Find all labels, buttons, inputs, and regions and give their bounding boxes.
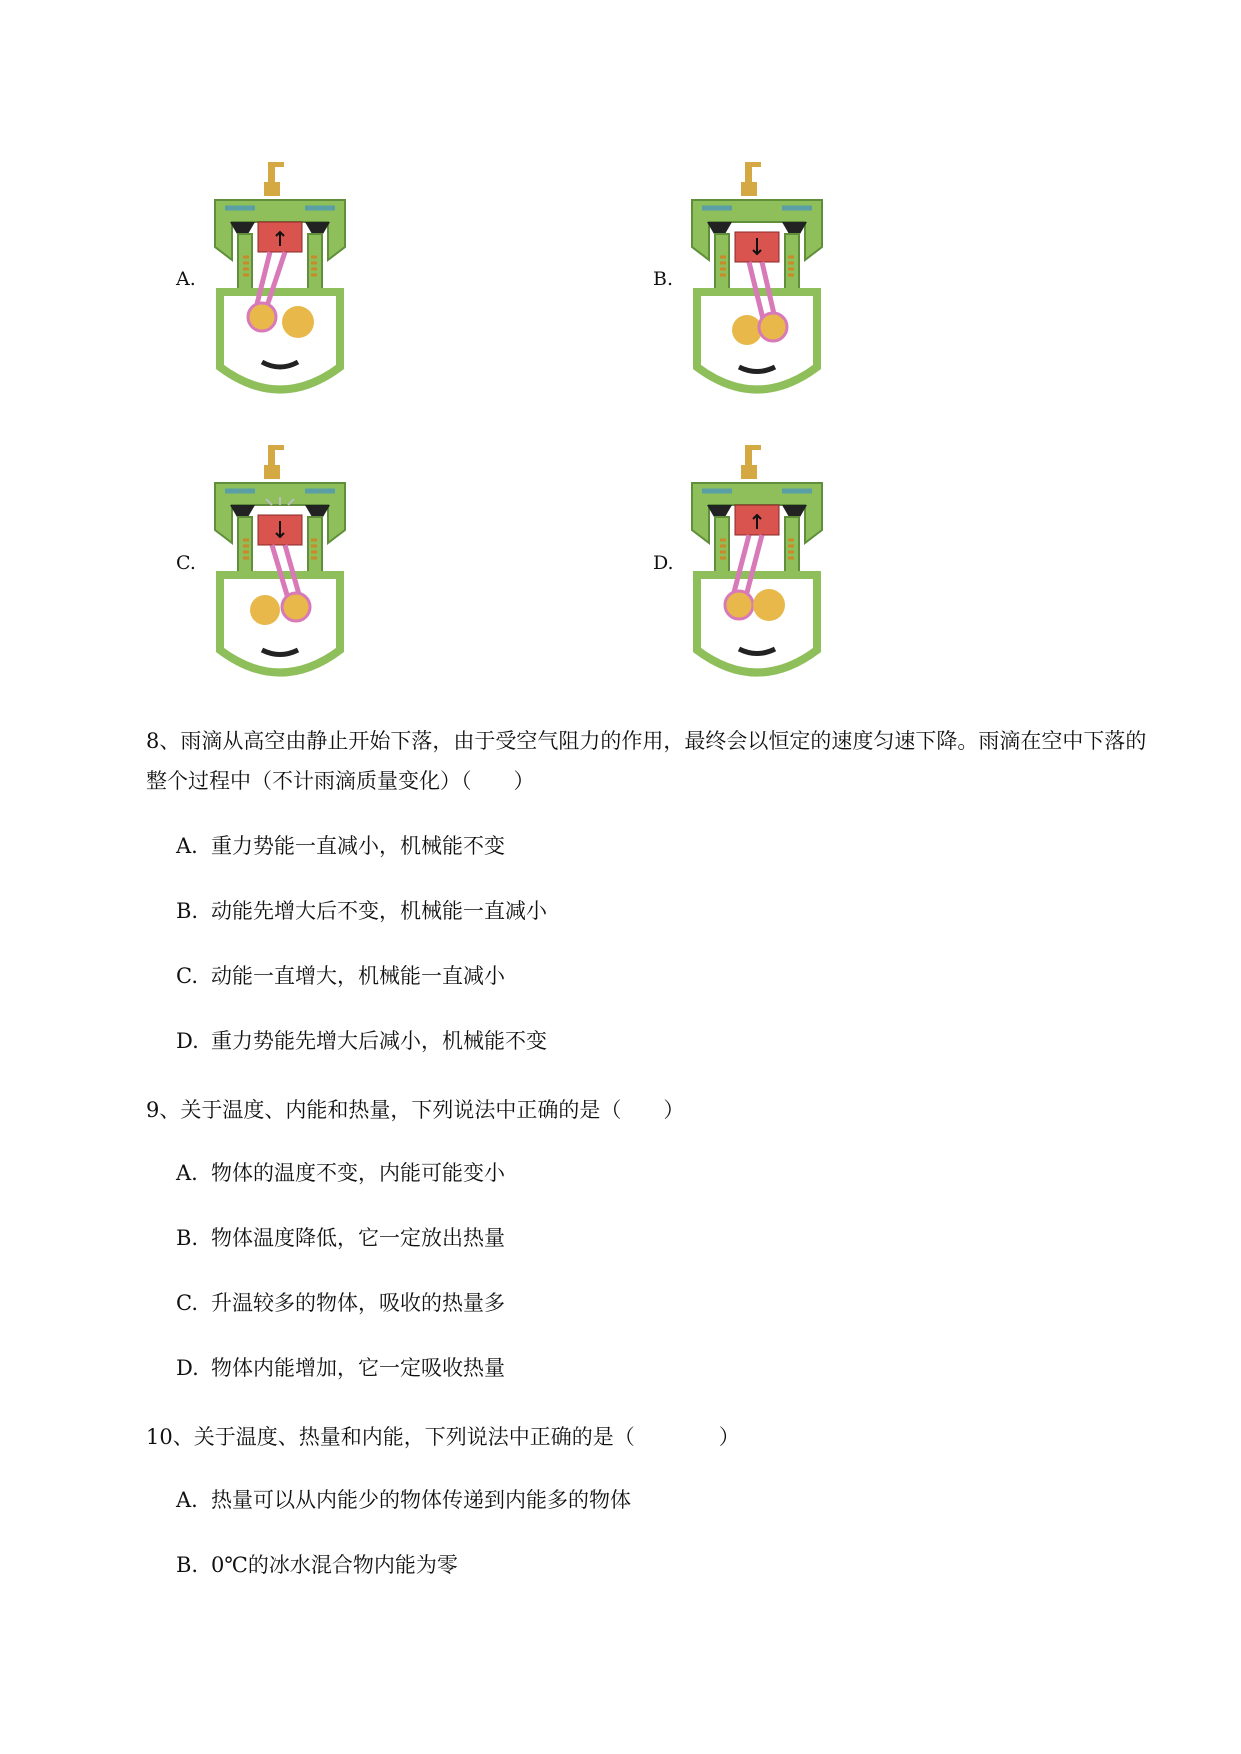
question-9-stem: 关于温度、内能和热量，下列说法中正确的是（ ） (180, 1098, 685, 1122)
choice-text: 动能一直增大，机械能一直减小 (211, 964, 505, 988)
choice-letter: D. (176, 1356, 199, 1380)
question-9-number: 9、 (146, 1098, 181, 1122)
engine-c-graphic (215, 445, 345, 673)
choice-text: 热量可以从内能少的物体传递到内能多的物体 (211, 1488, 631, 1512)
question-10-choice-b[interactable] (176, 1549, 458, 1579)
question-9-choice-b[interactable] (176, 1222, 505, 1252)
choice-letter: C. (176, 964, 198, 988)
question-8-choice-c[interactable] (176, 960, 505, 990)
question-9-choice-d[interactable] (176, 1352, 505, 1382)
figure-option-c-label: C. (176, 552, 196, 574)
question-10-choice-a[interactable] (176, 1484, 631, 1514)
question-8 (146, 721, 1166, 801)
question-10-number: 10、 (146, 1425, 194, 1449)
question-8-choice-b[interactable] (176, 895, 547, 925)
question-10 (146, 1417, 1166, 1457)
choice-text: 重力势能先增大后减小，机械能不变 (211, 1029, 547, 1053)
choice-text: 物体温度降低，它一定放出热量 (211, 1226, 505, 1250)
figure-option-b-label: B. (653, 268, 674, 290)
choice-letter: A. (176, 1488, 198, 1512)
engine-diagram-b (687, 162, 827, 402)
figure-option-a-label: A. (176, 268, 196, 290)
question-8-choice-a[interactable] (176, 830, 505, 860)
engine-diagram-d (687, 445, 827, 685)
engine-diagram-a (210, 162, 350, 402)
question-10-stem: 关于温度、热量和内能，下列说法中正确的是（ ） (193, 1425, 740, 1449)
choice-letter: B. (176, 1553, 199, 1577)
choice-letter: B. (176, 1226, 199, 1250)
choice-letter: B. (176, 899, 199, 923)
question-8-choice-d[interactable] (176, 1025, 547, 1055)
question-9-choice-a[interactable] (176, 1157, 505, 1187)
choice-letter: C. (176, 1291, 198, 1315)
question-8-stem: 雨滴从高空由静止开始下落，由于受空气阻力的作用，最终会以恒定的速度匀速下降。雨滴在空中下落的整个过程中（不计雨滴质量变化）（ ） (146, 729, 1147, 793)
choice-text: 物体内能增加，它一定吸收热量 (211, 1356, 505, 1380)
figure-option-d-label: D. (653, 552, 674, 574)
choice-text: 物体的温度不变，内能可能变小 (211, 1161, 505, 1185)
engine-diagram-c (210, 445, 350, 685)
engine-b-graphic (692, 162, 822, 390)
question-8-number: 8、 (146, 729, 181, 753)
choice-text: 重力势能一直减小，机械能不变 (211, 834, 505, 858)
choice-letter: A. (176, 834, 198, 858)
engine-a-graphic (215, 162, 345, 390)
choice-text: 动能先增大后不变，机械能一直减小 (211, 899, 547, 923)
choice-letter: A. (176, 1161, 198, 1185)
engine-d-graphic (692, 445, 822, 673)
question-9-choice-c[interactable] (176, 1287, 505, 1317)
choice-letter: D. (176, 1029, 199, 1053)
choice-text: 0℃的冰水混合物内能为零 (211, 1553, 458, 1577)
choice-text: 升温较多的物体，吸收的热量多 (211, 1291, 505, 1315)
question-9 (146, 1090, 1166, 1130)
